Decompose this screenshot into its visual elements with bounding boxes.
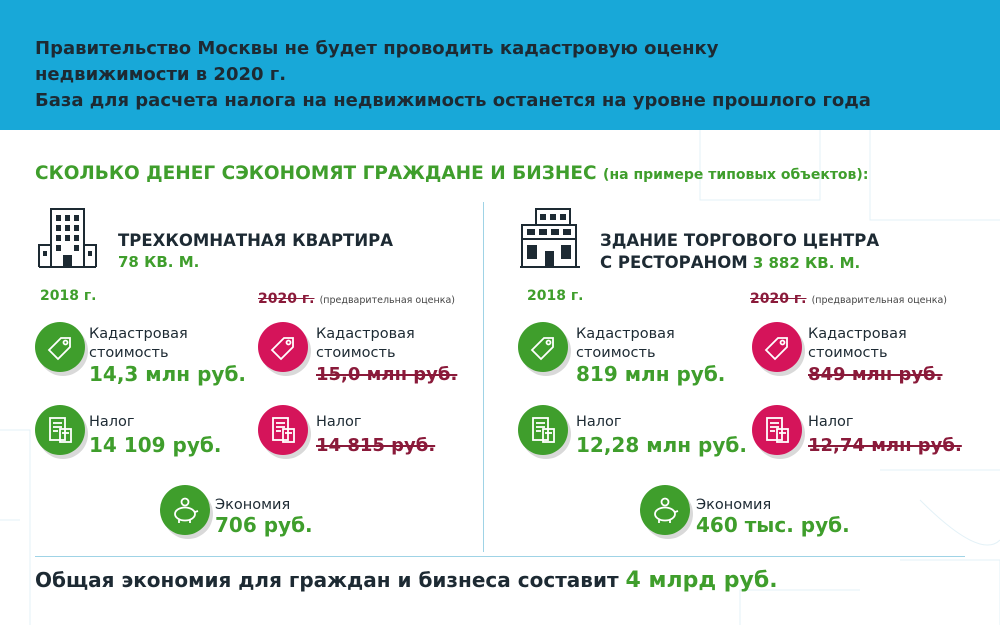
mall-tax-2018: 12,28 млн руб. bbox=[576, 433, 747, 457]
price-tag-icon-green bbox=[35, 322, 85, 372]
mall-savings-value: 460 тыс. руб. bbox=[696, 513, 850, 537]
apartment-cad-label-1: Кадастровая bbox=[89, 326, 188, 342]
mall-tax-label: Налог bbox=[576, 414, 622, 430]
header-line-1: Правительство Москвы не будет проводить кадастровую оценку bbox=[35, 38, 719, 59]
mall-cad-2020: 849 млн руб. bbox=[808, 364, 943, 385]
mall-estimate-note: (предварительная оценка) bbox=[811, 295, 947, 306]
mall-year-2018: 2018 г. bbox=[527, 288, 584, 304]
mall-year-2020-group bbox=[750, 288, 947, 307]
price-tag-icon-pink bbox=[258, 322, 308, 372]
mall-cad-label-1-2020: Кадастровая bbox=[808, 326, 907, 342]
price-tag-icon-pink bbox=[752, 322, 802, 372]
mall-title-line-2-group bbox=[600, 253, 860, 272]
apartment-cad-2020: 15,0 млн руб. bbox=[316, 364, 458, 385]
header-line-2: недвижимости в 2020 г. bbox=[35, 64, 287, 85]
apartment-area: 78 КВ. М. bbox=[118, 253, 200, 271]
mall-cad-label-2: стоимость bbox=[576, 345, 656, 361]
mall-savings-label: Экономия bbox=[696, 497, 772, 513]
section-title bbox=[35, 163, 868, 184]
mall-area: 3 882 КВ. М. bbox=[752, 254, 861, 272]
footer-total-savings bbox=[35, 568, 778, 593]
mall-cad-2018: 819 млн руб. bbox=[576, 362, 726, 386]
apartment-tax-label: Налог bbox=[89, 414, 135, 430]
section-title-note: (на примере типовых объектов): bbox=[603, 167, 869, 183]
mall-cad-label-2-2020: стоимость bbox=[808, 345, 888, 361]
apartment-cad-label-2: стоимость bbox=[89, 345, 169, 361]
tax-document-icon-green bbox=[518, 405, 568, 455]
apartment-building-icon bbox=[35, 205, 100, 270]
footer-text: Общая экономия для граждан и бизнеса составит bbox=[35, 568, 619, 592]
mall-building-icon bbox=[518, 205, 583, 270]
mall-cad-label-1: Кадастровая bbox=[576, 326, 675, 342]
apartment-savings-value: 706 руб. bbox=[215, 513, 313, 537]
apartment-tax-2020: 14 815 руб. bbox=[316, 435, 436, 456]
apartment-cad-label-2-2020: стоимость bbox=[316, 345, 396, 361]
piggy-bank-icon bbox=[160, 485, 210, 535]
column-divider bbox=[483, 202, 484, 552]
piggy-bank-icon bbox=[640, 485, 690, 535]
apartment-cad-label-1-2020: Кадастровая bbox=[316, 326, 415, 342]
mall-tax-2020: 12,74 млн руб. bbox=[808, 435, 962, 456]
header-banner bbox=[0, 0, 1000, 130]
apartment-tax-2018: 14 109 руб. bbox=[89, 433, 222, 457]
apartment-year-2020: 2020 г. bbox=[258, 291, 315, 307]
apartment-tax-label-2020: Налог bbox=[316, 414, 362, 430]
apartment-savings-label: Экономия bbox=[215, 497, 291, 513]
mall-title-line-1: ЗДАНИЕ ТОРГОВОГО ЦЕНТРА bbox=[600, 231, 880, 250]
mall-year-2020: 2020 г. bbox=[750, 291, 807, 307]
tax-document-icon-pink bbox=[258, 405, 308, 455]
tax-document-icon-green bbox=[35, 405, 85, 455]
apartment-estimate-note: (предварительная оценка) bbox=[319, 295, 455, 306]
footer-divider bbox=[35, 556, 965, 557]
footer-highlight: 4 млрд руб. bbox=[625, 568, 778, 593]
apartment-year-2020-group bbox=[258, 288, 455, 307]
apartment-year-2018: 2018 г. bbox=[40, 288, 97, 304]
section-title-main: СКОЛЬКО ДЕНЕГ СЭКОНОМЯТ ГРАЖДАНЕ И БИЗНЕС bbox=[35, 163, 597, 184]
apartment-cad-2018: 14,3 млн руб. bbox=[89, 362, 247, 386]
mall-tax-label-2020: Налог bbox=[808, 414, 854, 430]
apartment-title: ТРЕХКОМНАТНАЯ КВАРТИРА bbox=[118, 231, 393, 250]
price-tag-icon-green bbox=[518, 322, 568, 372]
tax-document-icon-pink bbox=[752, 405, 802, 455]
header-line-3: База для расчета налога на недвижимость останется на уровне прошлого года bbox=[35, 90, 871, 111]
mall-title-line-2: С РЕСТОРАНОМ bbox=[600, 253, 748, 272]
